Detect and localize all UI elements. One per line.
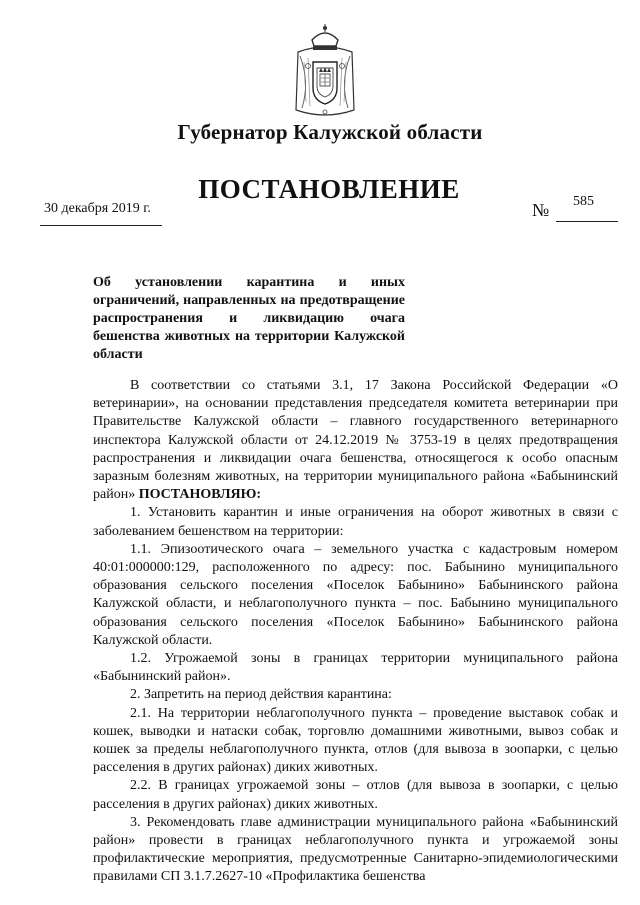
decree-word: ПОСТАНОВЛЯЮ: — [138, 487, 262, 503]
paragraph-3: 3. Рекомендовать главе администрации муниципального района «Бабынинский район» провести в границах неблагополучного пункта и угрожаемой зоны профилактические мероприятия, предусмотренные Санитарно-эпидемиологическими правилами СП 3.1.7.2627-10 «Профилактика бешенства — [93, 814, 618, 885]
paragraph-2-2: 2.2. В границах угрожаемой зоны – отлов (для вывоза в зоопарки, с целью расселения в других районах) диких животных. — [93, 778, 618, 812]
kaluga-coat-of-arms-icon — [290, 22, 360, 122]
document-body — [93, 377, 618, 887]
document-subject: Об установлении карантина и иных ограничений, направленных на предотвращение распространения и ликвидацию очага бешенства животных на территории Калужской области — [93, 275, 405, 362]
document-date: 30 декабря 2019 г. — [44, 201, 151, 216]
intro-paragraph — [93, 377, 618, 504]
number-underline — [556, 221, 618, 222]
document-type-title: ПОСТАНОВЛЕНИЕ — [198, 174, 460, 204]
intro-text: В соответствии со статьями 3.1, 17 Закона Российской Федерации «О ветеринарии», на основании представления председателя комитета ветеринарии при Правительстве Калужской области – главного государственного ветеринарного инспектора Калужской области от 24.12.2019 № 3753-19 в целях предотвращения распространения и ликвидации очага бешенства, относящегося к особо опасным заразным болезням животных, на территории муниципального района «Бабынинский район» — [93, 378, 618, 503]
document-number-label: № — [532, 200, 550, 220]
paragraph-1: 1. Установить карантин и иные ограничения на оборот животных в связи с заболеванием бешенством на территории: — [93, 505, 618, 539]
paragraph-2: 2. Запретить на период действия карантина: — [130, 687, 392, 703]
paragraph-1-2: 1.2. Угрожаемой зоны в границах территории муниципального района «Бабынинский район». — [93, 651, 618, 685]
document-number: 585 — [573, 194, 594, 209]
date-underline — [40, 225, 162, 226]
organization-title: Губернатор Калужской области — [177, 120, 483, 144]
paragraph-2-1: 2.1. На территории неблагополучного пункта – проведение выставок собак и кошек, выводки и натаски собак, торговлю домашними животными, вывоз собак и кошек за пределы неблагополучного пункта, отлов (для вывоза в зоопарки, с целью расселения в других районах) диких животных. — [93, 705, 618, 776]
paragraph-1-1: 1.1. Эпизоотического очага – земельного участка с кадастровым номером 40:01:000000:129, расположенного по адресу: пос. Бабынино муниципального образования сельского поселения «Поселок Бабынино» Бабынинского района Калужской области, и неблагополучного пункта – пос. Бабынино муниципального образования сельского поселения «Поселок Бабынино» Бабынинского района Калужской области. — [93, 541, 618, 648]
